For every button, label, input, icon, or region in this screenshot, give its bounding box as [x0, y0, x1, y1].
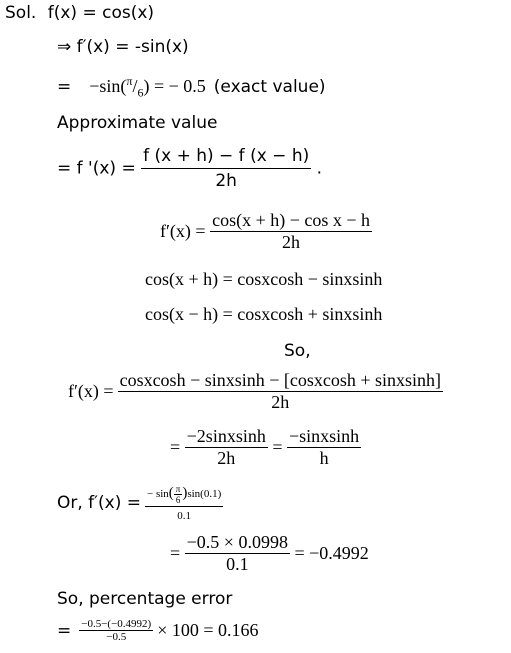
numeric-fraction [145, 484, 223, 522]
neg-sin: − sin [147, 488, 169, 501]
evaluation-result: = −0.4992 [294, 543, 369, 563]
fraction-numerator: −0.5−(−0.4992) [81, 618, 152, 630]
equals-sign: = [57, 620, 72, 641]
central-difference-formula [57, 146, 322, 191]
fraction-numerator: cosxcosh − sinxsinh − [cosxcosh + sinxsinh] [119, 370, 442, 390]
fraction-numerator: − sin( $\frac{\pi}{6}$ )sin(0.1) [147, 484, 222, 505]
combined-fraction [118, 370, 443, 413]
fraction-numerator: −2sinxsinh [186, 426, 266, 446]
combined-derivative [68, 370, 443, 413]
fraction-denominator: −0.5 [106, 631, 127, 643]
formula-lhs: = f '(x) = [57, 158, 136, 179]
fraction-denominator: 2h [217, 448, 236, 468]
approx-heading: Approximate value [57, 113, 218, 133]
fraction-denominator: 2h [271, 392, 290, 412]
cos-sum-identity: cos(x + h) = cosxcosh − sinxsinh [145, 269, 383, 289]
simplified-fraction-1 [185, 426, 268, 469]
cos-difference-identity: cos(x − h) = cosxcosh + sinxsinh [145, 304, 383, 324]
error-result: × 100 = 0.166 [157, 620, 259, 640]
exact-value-line [57, 70, 326, 104]
exact-result: ) = − 0.5 [143, 76, 206, 96]
pi-symbol: π [126, 74, 133, 88]
neg-sin: −sin( [89, 76, 127, 96]
derivative-substitution [160, 210, 372, 253]
numeric-substitution [57, 484, 223, 522]
percentage-error-calc [57, 618, 259, 643]
function-definition: f(x) = cos(x) [47, 3, 155, 23]
fraction-numerator: −sinxsinh [288, 426, 360, 446]
slash: / [132, 76, 138, 96]
six-symbol: 6 [137, 85, 144, 100]
solution-label-line [5, 2, 154, 24]
pi-symbol: π [175, 484, 181, 494]
equals-sign: = [57, 77, 72, 97]
exact-expression [89, 74, 206, 100]
central-difference-fraction [141, 146, 311, 191]
numeric-evaluation [170, 532, 369, 575]
fraction-denominator: h [319, 448, 329, 468]
equals-sign: = [170, 543, 181, 563]
fraction-denominator: 0.1 [177, 510, 191, 522]
derivative-line: ⇒ f′(x) = -sin(x) [57, 37, 189, 57]
equals-sign: = [170, 437, 181, 457]
fraction-denominator: 2h [282, 232, 301, 252]
fraction-denominator: 2h [215, 171, 237, 191]
or-lhs: Or, f′(x) = [57, 493, 141, 513]
evaluation-fraction [185, 532, 290, 575]
equals-sign: = [272, 437, 283, 457]
six-symbol: 6 [175, 495, 181, 505]
exact-value-note: (exact value) [213, 77, 326, 97]
fraction-numerator: −0.5 × 0.0998 [186, 532, 288, 552]
formula-lhs: f′(x) = [68, 381, 114, 401]
trailing-dot: . [316, 158, 323, 179]
substitution-fraction [210, 210, 372, 253]
fraction-denominator: 0.1 [226, 554, 249, 574]
formula-lhs: f′(x) = [160, 221, 206, 241]
fraction-numerator: f (x + h) − f (x − h) [141, 146, 311, 169]
error-fraction [79, 618, 153, 643]
sol-label: Sol. [5, 3, 37, 23]
simplification-line [170, 426, 361, 469]
simplified-fraction-2 [287, 426, 361, 469]
fraction-numerator: cos(x + h) − cos x − h [212, 210, 371, 230]
sin-value: sin(0.1) [187, 488, 222, 501]
so-label: So, [284, 341, 311, 361]
percentage-error-heading: So, percentage error [57, 589, 233, 609]
